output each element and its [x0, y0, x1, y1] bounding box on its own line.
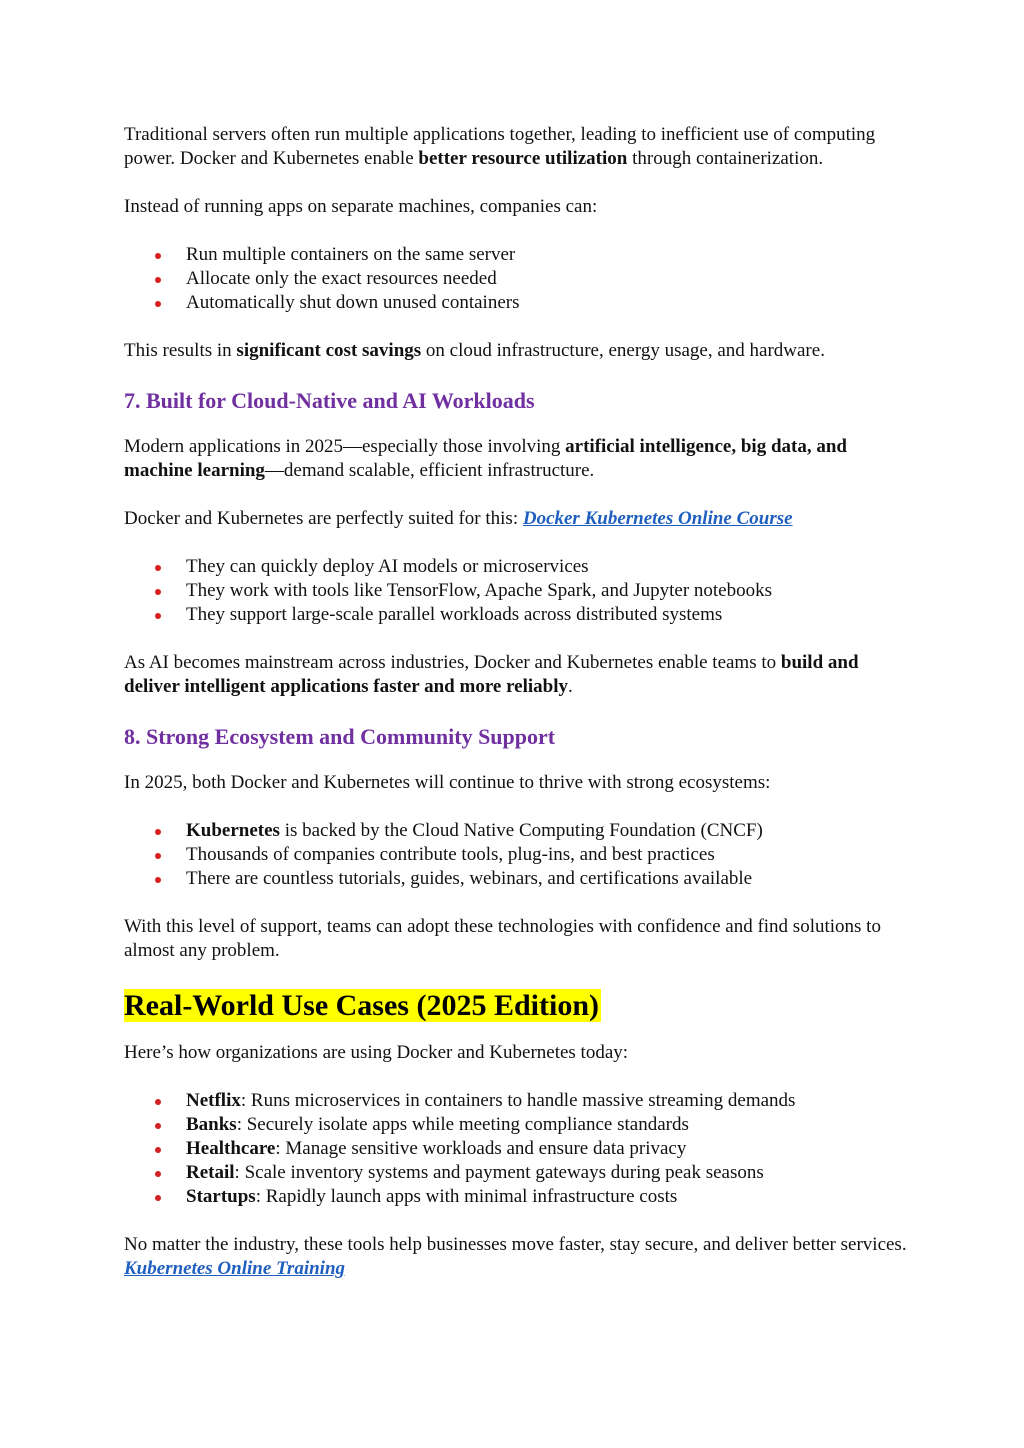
docker-kubernetes-course-link[interactable]: Docker Kubernetes Online Course [522, 508, 793, 529]
resource-bullet-list [124, 243, 914, 315]
list-item: Kubernetes is backed by the Cloud Native Computing Foundation (CNCF) [124, 819, 914, 843]
list-item: There are countless tutorials, guides, webinars, and certifications available [124, 867, 914, 891]
modern-applications-paragraph: Modern applications in 2025—especially those involving artificial intelligence, big data, and machine learning—demand scalable, efficient infrastructure. [124, 436, 847, 481]
use-cases-list [124, 1089, 914, 1209]
list-item: They can quickly deploy AI models or microservices [124, 555, 914, 579]
ecosystem-bullet-list [124, 819, 914, 891]
closing-paragraph: No matter the industry, these tools help businesses move faster, stay secure, and deliver better services. Kubernetes Online Training [124, 1234, 907, 1279]
list-item: They support large-scale parallel workloads across distributed systems [124, 603, 914, 627]
list-item: Retail: Scale inventory systems and payment gateways during peak seasons [124, 1161, 914, 1185]
use-cases-heading [124, 987, 914, 1025]
list-item: Startups: Rapidly launch apps with minimal infrastructure costs [124, 1185, 914, 1209]
document-page [124, 123, 914, 1281]
kubernetes-training-link[interactable]: Kubernetes Online Training [124, 1258, 346, 1279]
cost-savings-paragraph: This results in significant cost savings on cloud infrastructure, energy usage, and hardware. [124, 340, 825, 361]
list-item: Allocate only the exact resources needed [124, 267, 914, 291]
list-item: Run multiple containers on the same server [124, 243, 914, 267]
list-item: Thousands of companies contribute tools, plug-ins, and best practices [124, 843, 914, 867]
ai-mainstream-paragraph: As AI becomes mainstream across industries, Docker and Kubernetes enable teams to build and deliver intelligent applications faster and more reliably. [124, 652, 859, 697]
list-item: Healthcare: Manage sensitive workloads and ensure data privacy [124, 1137, 914, 1161]
section-7-heading: 7. Built for Cloud-Native and AI Workloads [124, 388, 535, 413]
section-8-heading: 8. Strong Ecosystem and Community Support [124, 724, 556, 749]
list-item: They work with tools like TensorFlow, Apache Spark, and Jupyter notebooks [124, 579, 914, 603]
highlighted-heading-text: Real-World Use Cases (2025 Edition) [124, 989, 599, 1022]
companies-can-paragraph: Instead of running apps on separate machines, companies can: [124, 196, 598, 217]
ai-bullet-list [124, 555, 914, 627]
list-item: Automatically shut down unused containers [124, 291, 914, 315]
list-item: Netflix: Runs microservices in containers to handle massive streaming demands [124, 1089, 914, 1113]
use-cases-intro: Here’s how organizations are using Docker and Kubernetes today: [124, 1042, 629, 1063]
resource-utilization-paragraph: Traditional servers often run multiple applications together, leading to inefficient use of computing power. Docker and Kubernetes enable better resource utilization through containerization. [124, 124, 876, 169]
ecosystem-paragraph: In 2025, both Docker and Kubernetes will continue to thrive with strong ecosystems: [124, 772, 771, 793]
list-item: Banks: Securely isolate apps while meeting compliance standards [124, 1113, 914, 1137]
support-paragraph: With this level of support, teams can adopt these technologies with confidence and find solutions to almost any problem. [124, 916, 881, 961]
suited-paragraph: Docker and Kubernetes are perfectly suited for this: Docker Kubernetes Online Course [124, 508, 793, 529]
